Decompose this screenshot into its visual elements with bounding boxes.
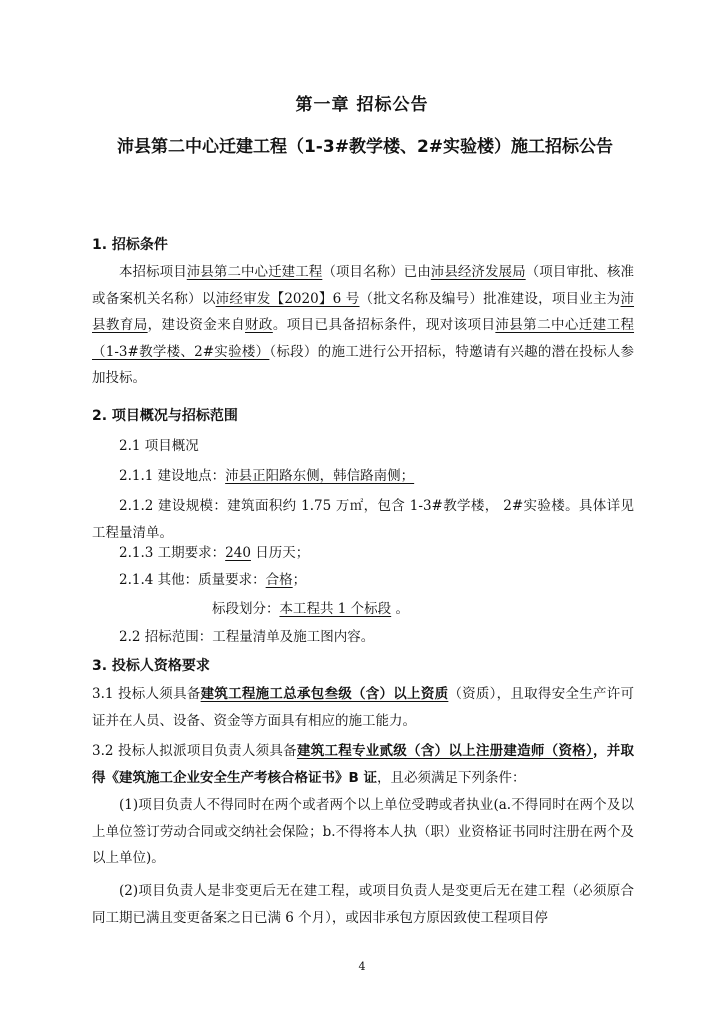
item-2-1-4: 2.1.4 其他：质量要求：合格； — [119, 572, 307, 588]
section-1-paragraph: 本招标项目沛县第二中心迁建工程（项目名称）已由沛县经济发展局（项目审批、核准或备案机关名称）以沛经审发【2020】6 号（批文名称及编号）批准建设，项目业主为沛县教育局，建设资金来自财政。项目已具备招标条件，现对该项目沛县第二中心迁建工程（1-3#教学楼、2#实验楼）（标段）的施工进行公开招标，特邀请有兴趣的潜在投标人参加投标。 — [92, 264, 635, 386]
section-3-heading: 3. 投标人资格要求 — [92, 658, 210, 674]
item-3-2: 3.2 投标人拟派项目负责人须具备建筑工程专业贰级（含）以上注册建造师（资格），并取得《建筑施工企业安全生产考核合格证书》B 证，且必须满足下列条件： — [92, 743, 635, 786]
item-3-1: 3.1 投标人须具备建筑工程施工总承包叁级（含）以上资质（资质），且取得安全生产许可证并在人员、设备、资金等方面具有相应的施工能力。 — [92, 686, 635, 729]
section-2-heading: 2. 项目概况与招标范围 — [92, 408, 238, 424]
notice-title: 沛县第二中心迁建工程（1-3#教学楼、2#实验楼）施工招标公告 — [116, 137, 614, 157]
chapter-title: 第一章 招标公告 — [295, 95, 429, 115]
section-1-heading: 1. 招标条件 — [92, 237, 168, 253]
item-2-1-3: 2.1.3 工期要求：240 日历天； — [119, 545, 310, 561]
page-number: 4 — [358, 960, 366, 973]
item-2-1-2: 2.1.2 建设规模：建筑面积约 1.75 万㎡，包含 1-3#教学楼， 2#实验楼。具体详见工程量清单。 — [92, 498, 634, 541]
item-2-1-1: 2.1.1 建设地点：沛县正阳路东侧，韩信路南侧； — [119, 468, 415, 484]
item-2-1: 2.1 项目概况 — [119, 438, 199, 454]
condition-2: (2)项目负责人是非变更后无在建工程，或项目负责人是变更后无在建工程（必须原合同工期已满且变更备案之日已满 6 个月），或因非承包方原因致使工程项目停 — [92, 883, 634, 926]
condition-1: (1)项目负责人不得同时在两个或者两个以上单位受聘或者执业(a.不得同时在两个及以上单位签订劳动合同或交纳社会保险；b.不得将本人执（职）业资格证书同时注册在两个及以上单位)。 — [92, 797, 634, 866]
item-2-2: 2.2 招标范围：工程量清单及施工图内容。 — [119, 629, 375, 645]
item-2-1-4-lot: 标段划分：本工程共 1 个标段 。 — [212, 601, 409, 617]
